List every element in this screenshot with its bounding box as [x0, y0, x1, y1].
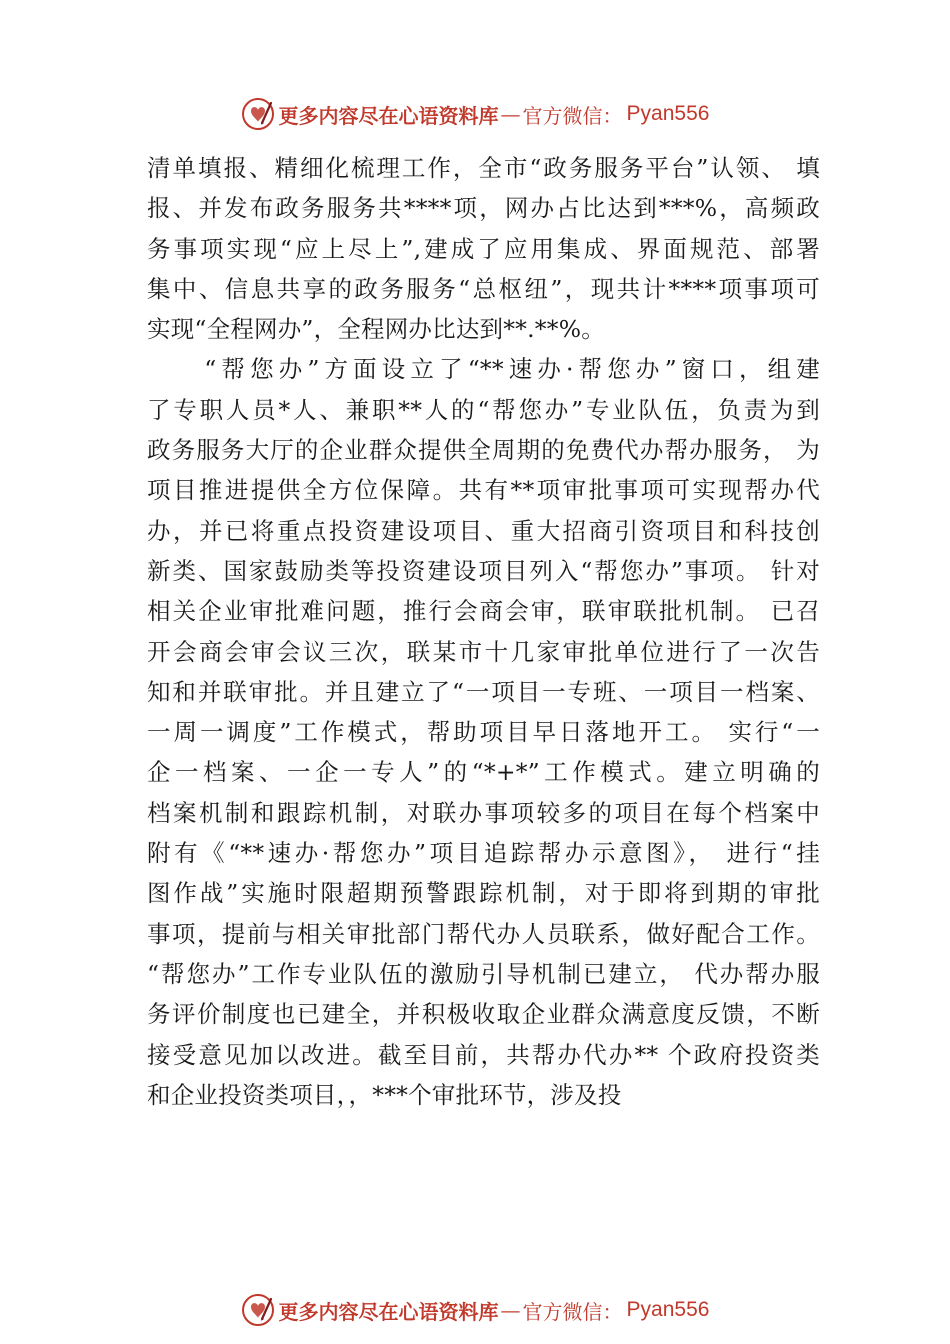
header-wechat-id: Pyan556: [626, 102, 710, 125]
body-line-19: 图作战”实施时限超期预警跟踪机制，对于即将到期的审批: [147, 879, 820, 908]
body-line-16: 企一档案、一企一专人”的“*+*”工作模式。建立明确的: [147, 758, 820, 787]
footer-brand-text: 更多内容尽在心语资料库: [278, 1299, 499, 1324]
header-banner: [0, 94, 950, 134]
body-line-3: 务事项实现“应上尽上”,建成了应用集成、界面规范、部署: [147, 234, 820, 263]
body-line-20: 事项，提前与相关审批部门帮代办人员联系，做好配合工作。: [147, 919, 820, 948]
heart-pen-logo-icon: [241, 1293, 275, 1327]
body-line-9: 项目推进提供全方位保障。共有**项审批事项可实现帮办代: [147, 476, 820, 505]
header-dash: —: [500, 102, 521, 126]
footer-dash: —: [500, 1298, 521, 1322]
header-brand-text: 更多内容尽在心语资料库: [278, 103, 499, 128]
body-line-17: 档案机制和跟踪机制，对联办事项较多的项目在每个档案中: [147, 798, 820, 827]
footer-official-label: 官方微信: [522, 1299, 603, 1324]
body-line-1: 清单填报、精细化梳理工作，全市“政务服务平台”认领、 填: [147, 154, 820, 182]
body-line-4: 集中、信息共享的政务服务“总枢纽”，现共计****项事项可: [147, 274, 820, 303]
header-official-label: 官方微信: [522, 103, 603, 128]
footer-colon: ：: [602, 1299, 623, 1324]
body-line-6: “帮您办”方面设立了“**速办·帮您办”窗口，组建: [147, 355, 820, 384]
body-line-8: 政务服务大厅的企业群众提供全周期的免费代办帮办服务， 为: [147, 436, 820, 465]
body-line-5: 实现“全程网办”，全程网办比达到**.**%。: [147, 315, 605, 344]
footer-wechat-id: Pyan556: [626, 1298, 710, 1321]
footer-banner: [0, 1290, 950, 1330]
header-colon: ：: [602, 103, 623, 128]
body-line-13: 开会商会审会议三次，联某市十几家审批单位进行了一次告: [147, 637, 820, 666]
body-line-23: 接受意见加以改进。截至目前，共帮办代办** 个政府投资类: [147, 1040, 820, 1069]
body-line-10: 办，并已将重点投资建设项目、重大招商引资项目和科技创: [147, 516, 820, 545]
body-line-22: 务评价制度也已建全，并积极收取企业群众满意度反馈，不断: [147, 1000, 820, 1029]
body-line-14: 知和并联审批。并且建立了“一项目一专班、一项目一档案、: [147, 677, 820, 706]
heart-pen-logo-icon: [241, 97, 275, 131]
document-body: [147, 148, 820, 1115]
body-line-24: 和企业投资类项目，，***个审批环节，涉及投: [147, 1080, 622, 1109]
body-line-15: 一周一调度”工作模式，帮助项目早日落地开工。 实行“一: [147, 718, 820, 747]
body-line-21: “帮您办”工作专业队伍的激励引导机制已建立， 代办帮办服: [147, 959, 820, 988]
body-line-18: 附有《“**速办·帮您办”项目追踪帮办示意图》， 进行“挂: [147, 839, 820, 868]
body-line-7: 了专职人员*人、兼职**人的“帮您办”专业队伍，负责为到: [147, 395, 820, 424]
body-line-12: 相关企业审批难问题，推行会商会审，联审联批机制。 已召: [147, 597, 820, 626]
body-line-11: 新类、国家鼓励类等投资建设项目列入“帮您办”事项。 针对: [147, 556, 820, 585]
body-line-2: 报、并发布政务服务共****项，网办占比达到***%，高频政: [147, 194, 820, 223]
